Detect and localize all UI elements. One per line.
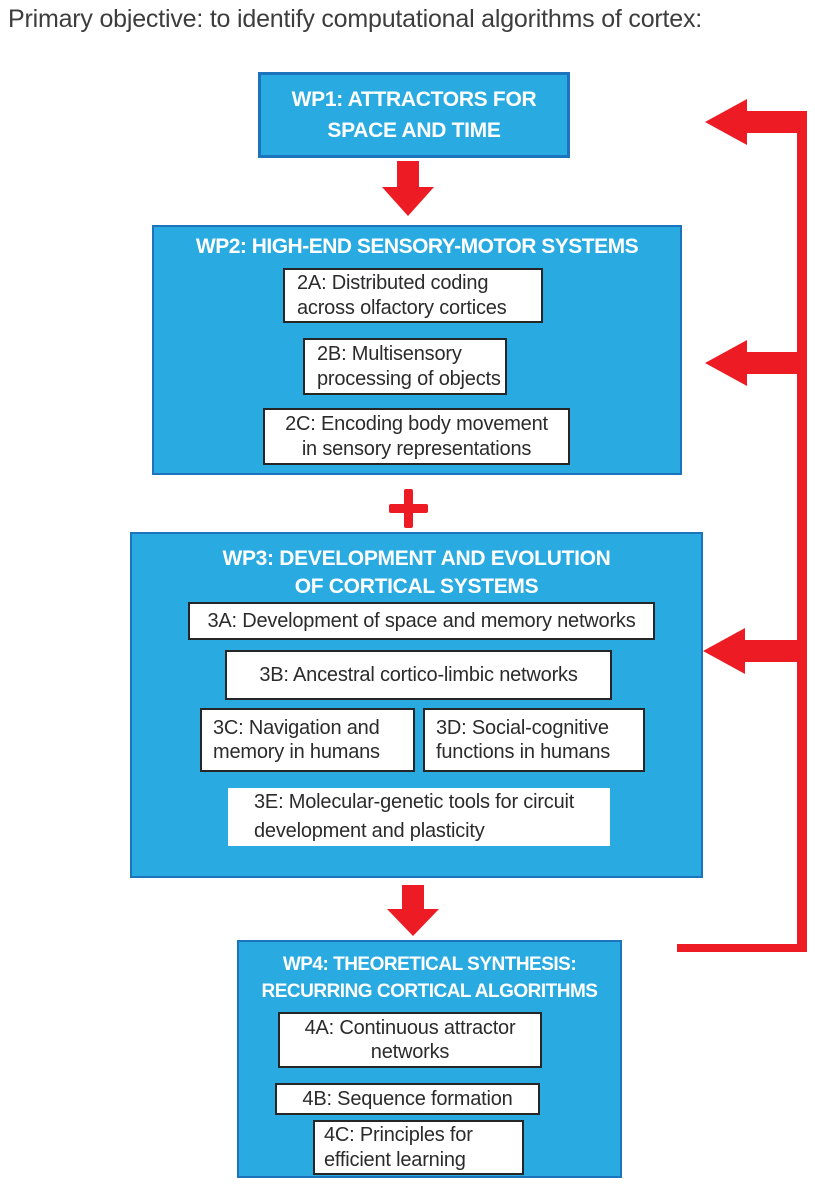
left-arrow-into-wp1-icon — [705, 99, 807, 145]
subbox-2c-line2: in sensory representations — [301, 437, 532, 460]
subbox-3c — [200, 708, 415, 772]
left-arrow-into-wp3-icon — [703, 628, 807, 674]
subbox-4a-line1: 4A: Continuous attractor — [304, 1016, 516, 1039]
wp2-box — [152, 225, 682, 475]
down-arrow-wp1-wp2-icon — [382, 161, 434, 216]
subbox-3c-line1: 3C: Navigation and — [213, 716, 380, 739]
wp3-box — [130, 532, 703, 878]
subbox-2b-line1: 2B: Multisensory — [317, 343, 462, 366]
subbox-3b-line1: 3B: Ancestral cortico-limbic networks — [259, 663, 578, 686]
wp2-header: WP2: HIGH-END SENSORY-MOTOR SYSTEMS — [195, 235, 639, 258]
subbox-4c-line1: 4C: Principles for — [324, 1124, 473, 1147]
subbox-3e-line1: 3E: Molecular-genetic tools for circuit — [254, 791, 575, 813]
subbox-2b — [303, 338, 507, 395]
wp3-header — [132, 545, 701, 602]
down-arrow-wp3-wp4-icon — [387, 885, 439, 936]
subbox-3c-line2: memory in humans — [213, 741, 380, 763]
wp1-box — [258, 72, 570, 158]
subbox-2a-line1: 2A: Distributed coding — [297, 272, 489, 295]
wp3-header-line2: OF CORTICAL SYSTEMS — [294, 575, 539, 599]
subbox-3d — [423, 708, 645, 772]
wp1-header-line2: SPACE AND TIME — [327, 119, 501, 142]
subbox-4a-line2: networks — [370, 1041, 450, 1063]
plus-icon — [389, 489, 428, 528]
subbox-3e-line2: development and plasticity — [254, 820, 485, 842]
subbox-3d-line1: 3D: Social-cognitive — [436, 716, 609, 739]
subbox-2b-line2: processing of objects — [317, 367, 501, 390]
subbox-4c-line2: efficient learning — [324, 1148, 466, 1171]
subbox-2c-line1: 2C: Encoding body movement — [285, 413, 548, 436]
wp4-header-line1: WP4: THEORETICAL SYNTHESIS: — [282, 954, 577, 975]
left-arrow-into-wp2-icon — [705, 340, 807, 386]
subbox-4b-line1: 4B: Sequence formation — [302, 1087, 513, 1110]
subbox-2c — [263, 408, 570, 465]
subbox-3e — [228, 788, 610, 846]
wp4-box — [237, 940, 622, 1178]
wp3-header-line1: WP3: DEVELOPMENT AND EVOLUTION — [222, 547, 611, 570]
wp1-header — [261, 84, 567, 147]
page-title: Primary objective: to identify computational algorithms of cortex: — [8, 5, 703, 33]
wp4-header — [239, 952, 620, 1005]
subbox-4a — [278, 1012, 542, 1068]
subbox-4c — [313, 1120, 524, 1175]
subbox-3b — [225, 650, 612, 700]
subbox-3a-line1: 3A: Development of space and memory networks — [207, 609, 636, 632]
wp1-header-line1: WP1: ATTRACTORS FOR — [291, 87, 537, 111]
subbox-3a — [188, 602, 655, 640]
subbox-2a-line2: across olfactory cortices — [297, 296, 507, 319]
subbox-4b — [275, 1083, 540, 1115]
subbox-2a — [283, 268, 543, 323]
wp4-header-line2: RECURRING CORTICAL ALGORITHMS — [261, 980, 598, 1002]
subbox-3d-line2: functions in humans — [436, 741, 611, 763]
